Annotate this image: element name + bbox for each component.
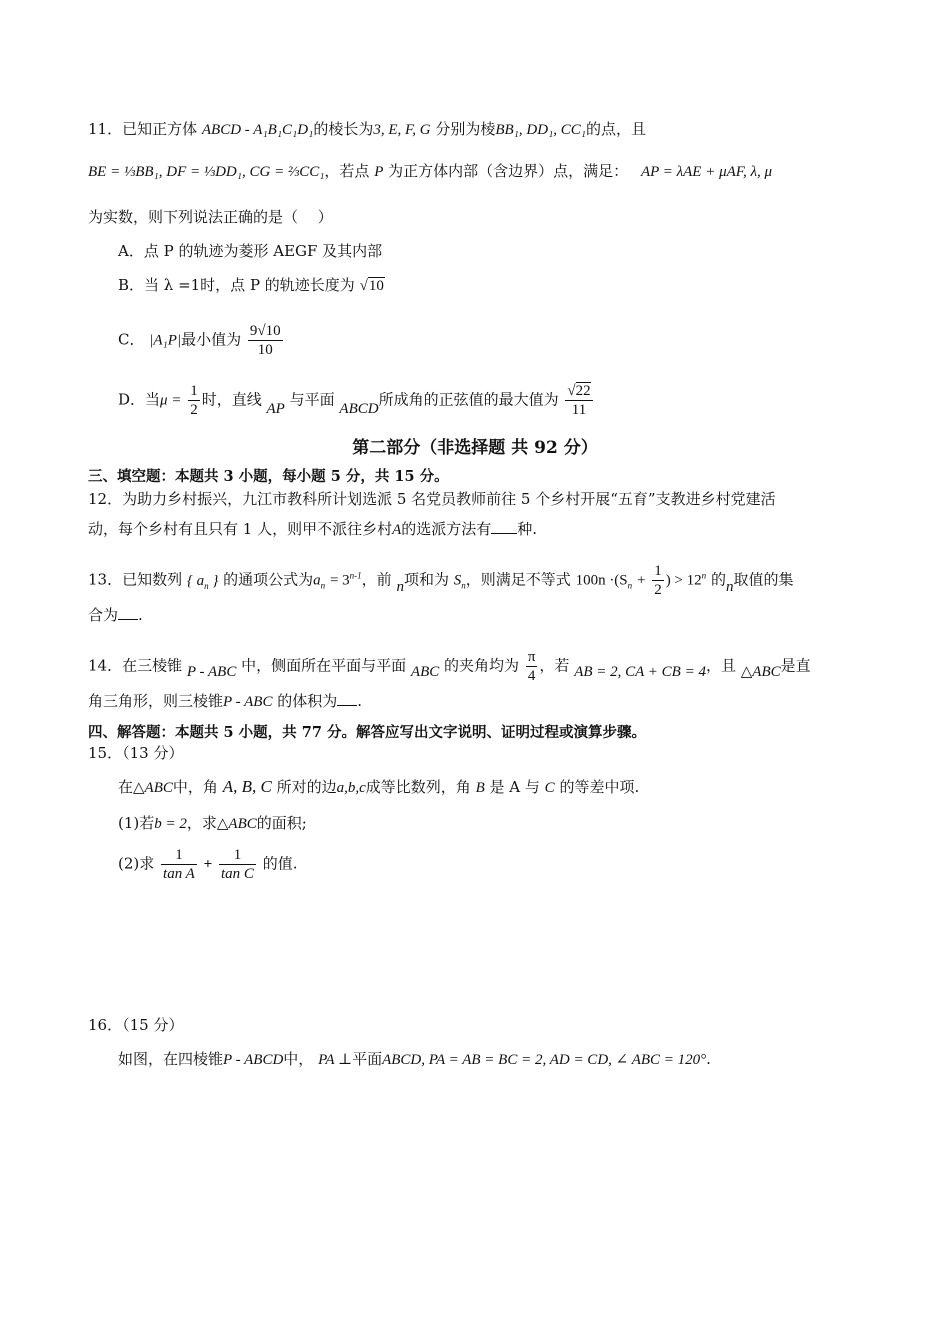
q11-option-c: C． |A₁P|最小值为 $\frac{9√10}{10}$: [118, 323, 281, 358]
section4-heading: 四、解答题：本题共 5 小题，共 77 分。解答应写出文字说明、证明过程或演算步骤。: [88, 724, 646, 741]
answer-blank: [118, 605, 138, 620]
q11-line2: BE = ⅓BB₁, DF = ⅓DD₁, CG = ⅔CC₁，若点 P 为正方体内部（含边界）点，满足： AP = λAE + μAF, λ, μ: [88, 162, 773, 180]
q14-line1: 14．在三棱锥 P - ABC 中，侧面所在平面与平面 ABC 的夹角均为 $\frac{\pi}{4}$ ，若 AB = 2, CA + CB = 4，且 △ABC是直: [88, 649, 811, 684]
q11-option-a: A．点 P 的轨迹为菱形 AEGF 及其内部: [118, 242, 383, 260]
q15-part2: (2)求 $\frac{1}{\text{tan A}}$ + $\frac{1}{\text{tan C}}$ 的值.: [118, 847, 298, 882]
q11-line1: 11．已知正方体 ABCD - A₁B₁C₁D₁的棱长为3, E, F, G 分别为棱BB₁, DD₁, CC₁的点，且: [88, 120, 647, 138]
q14-line2: 角三角形，则三棱锥P - ABC 的体积为 .: [88, 692, 363, 710]
q11-line3: 为实数，则下列说法正确的是（ ）: [88, 208, 333, 226]
fraction-1-tanA: $\frac{1}{\text{tan A}}$: [163, 847, 195, 882]
vector-equation: AP = λAE + μAF, λ, μ: [640, 164, 773, 180]
q12-line2: 动，每个乡村有且只有 1 人，则甲不派往乡村A的选派方法有 种.: [88, 520, 538, 538]
q16-statement: 如图，在四棱锥P - ABCD中， PA ⊥平面ABCD, PA = AB = BC = 2, AD = CD, ∠ ABC = 120°.: [118, 1050, 711, 1068]
fraction-1-tanC: $\frac{1}{\text{tan C}}$: [220, 847, 254, 882]
answer-blank: [491, 519, 517, 534]
answer-blank: [337, 691, 357, 706]
q11-conditions: BE = ⅓BB₁, DF = ⅓DD₁, CG = ⅔CC₁: [88, 164, 325, 180]
fraction-9sqrt10-10: $\frac{9√10}{10}$: [249, 323, 281, 358]
fraction-half: $\frac{1}{2}$: [190, 383, 198, 418]
q13-line2: 合为 .: [88, 606, 143, 624]
q13-line1: 13．已知数列 { $a_n$ } 的通项公式为$a_n = 3^{n-1}$，前 n项和为 $S_n$，则满足不等式 $100n \cdot(S_n$ + $\frac{1}{2}$ ) > $12^n$ 的n取值的集: [88, 563, 794, 598]
section3-heading: 三、填空题：本题共 3 小题，每小题 5 分，共 15 分。: [88, 468, 449, 485]
q16-header: 16．（15 分）: [88, 1016, 184, 1034]
fraction-pi-4: $\frac{\pi}{4}$: [527, 649, 536, 684]
q15-header: 15．（13 分）: [88, 744, 184, 762]
sequence-braces: { $a_n$ }: [186, 572, 219, 591]
cube-name: ABCD - A₁B₁C₁D₁: [201, 122, 314, 138]
abs-a1p: |A₁P|: [149, 332, 182, 349]
q11-option-b: B．当 λ =1时，点 P 的轨迹长度为 √10: [118, 276, 384, 294]
part2-title: 第二部分（非选择题 共 92 分）: [352, 438, 598, 458]
fraction-sqrt22-11: $\frac{√22}{11}$: [567, 383, 591, 418]
q15-statement: 在△ABC中，角 A, B, C 所对的边a,b,c成等比数列，角 B 是 A 与 C 的等差中项.: [118, 777, 640, 796]
sqrt-10: √10: [359, 278, 384, 294]
q11-option-d: D．当μ = $\frac{1}{2}$ 时，直线 AP 与平面 ABCD所成角的正弦值的最大值为 $\frac{√22}{11}$: [118, 383, 591, 418]
q15-part1: (1)若b = 2，求△ABC的面积;: [118, 814, 307, 832]
q12-line1: 12．为助力乡村振兴，九江市教科所计划选派 5 名党员教师前往 5 个乡村开展“五育”支教进乡村党建活: [88, 490, 776, 508]
